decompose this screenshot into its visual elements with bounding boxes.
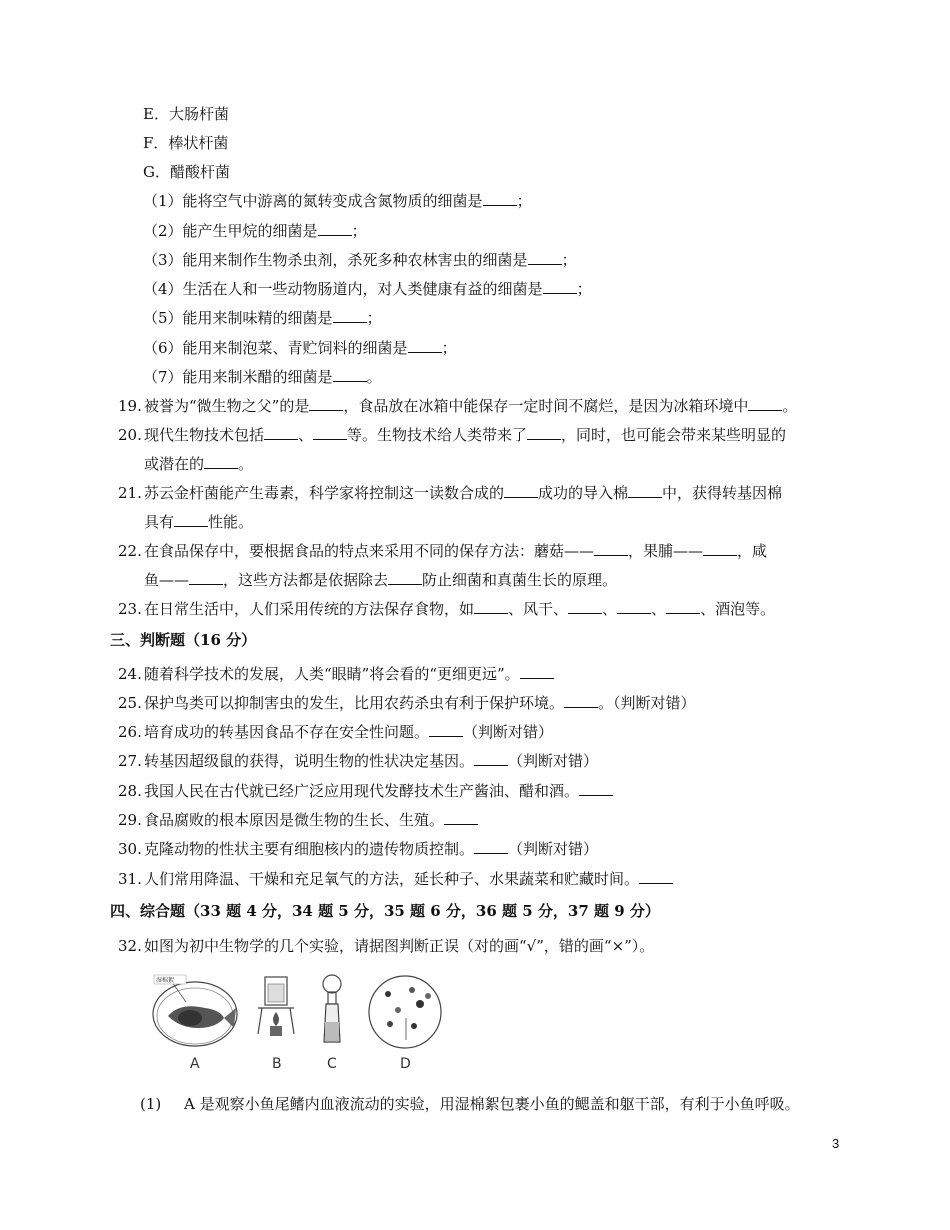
question-30: 30. 克隆动物的性状主要有细胞核内的遗传物质控制。 （判断对错） — [118, 840, 599, 858]
answer-blank[interactable] — [628, 483, 662, 498]
question-31: 31. 人们常用降温、干燥和充足氧气的方法，延长种子、水果蔬菜和贮藏时间。 — [118, 869, 673, 889]
page-number: 3 — [832, 1136, 840, 1151]
svg-text:湿棉絮: 湿棉絮 — [156, 977, 175, 984]
question-21-cont: 具有 性能。 — [144, 513, 254, 531]
question-25: 25. 保护鸟类可以抑制害虫的发生，比用农药杀虫有利于保护环境。 。（判断对错） — [118, 694, 696, 712]
option-e: E．大肠杆菌 — [143, 105, 229, 123]
answer-blank[interactable] — [527, 425, 561, 440]
question-22-cont: 鱼—— ，这些方法都是依据除去 防止细菌和真菌生长的原理。 — [144, 571, 618, 589]
answer-blank[interactable] — [748, 396, 782, 411]
answer-blank[interactable] — [520, 664, 554, 679]
figure-b-water-bath — [258, 977, 294, 1036]
answer-blank[interactable] — [309, 396, 343, 411]
answer-blank[interactable] — [204, 454, 238, 469]
answer-blank[interactable] — [483, 191, 517, 206]
answer-blank[interactable] — [564, 693, 598, 708]
answer-blank[interactable] — [388, 570, 422, 585]
question-20-cont: 或潜在的 。 — [144, 455, 254, 473]
answer-blank[interactable] — [333, 308, 367, 323]
question-29: 29. 食品腐败的根本原因是微生物的生长、生殖。 — [118, 810, 478, 830]
q18-sub-2: （2）能产生甲烷的细菌是 ； — [143, 222, 367, 240]
answer-blank[interactable] — [264, 425, 298, 440]
answer-blank[interactable] — [189, 570, 223, 585]
figure-label-c: C — [327, 1056, 337, 1072]
answer-blank[interactable] — [474, 839, 508, 854]
question-32-sub-1: (1) A 是观察小鱼尾鳍内血液流动的实验，用湿棉絮包裹小鱼的鳃盖和躯干部，有利于小鱼呼吸。 — [140, 1095, 800, 1113]
q18-sub-6: （6）能用来制泡菜、青贮饲料的细菌是 ； — [143, 339, 457, 357]
option-g: G．醋酸杆菌 — [143, 163, 230, 181]
question-20: 20. 现代生物技术包括 、 等。生物技术给人类带来了 ，同时，也可能会带来某些明显的 — [118, 426, 787, 444]
answer-blank[interactable] — [568, 599, 602, 614]
section-heading-judge: 三、判断题（16 分） — [110, 631, 257, 649]
figure-label-d: D — [400, 1056, 411, 1072]
q18-sub-7: （7）能用来制米醋的细菌是 。 — [143, 368, 382, 386]
experiment-figure — [150, 972, 460, 1074]
figure-label-b: B — [272, 1056, 282, 1072]
answer-blank[interactable] — [474, 751, 508, 766]
answer-blank[interactable] — [504, 483, 538, 498]
answer-blank[interactable] — [579, 781, 613, 796]
question-23: 23. 在日常生活中，人们采用传统的方法保存食物，如 、风干、 、 、 、酒泡等。 — [118, 600, 776, 618]
answer-blank[interactable] — [666, 599, 700, 614]
q18-sub-4: （4）生活在人和一些动物肠道内，对人类健康有益的细菌是 ； — [143, 280, 592, 298]
q18-sub-5: （5）能用来制味精的细菌是 ； — [143, 309, 382, 327]
answer-blank[interactable] — [639, 869, 673, 884]
figure-c-flask — [323, 975, 341, 1042]
answer-blank[interactable] — [474, 599, 508, 614]
question-19: 19. 被誉为“微生物之父”的是 ，食品放在冰箱中能保存一定时间不腐烂，是因为冰箱环境中 。 — [118, 397, 798, 415]
answer-blank[interactable] — [429, 722, 463, 737]
answer-blank[interactable] — [617, 599, 651, 614]
answer-blank[interactable] — [444, 810, 478, 825]
question-22: 22. 在食品保存中，要根据食品的特点来采用不同的保存方法：蘑菇—— ，果脯—— ，咸 — [118, 542, 768, 560]
answer-blank[interactable] — [528, 250, 562, 265]
section-heading-comprehensive: 四、综合题（33 题 4 分，34 题 5 分，35 题 6 分，36 题 5 分，37 题 9 分） — [110, 902, 660, 920]
answer-blank[interactable] — [703, 541, 737, 556]
question-32: 32. 如图为初中生物学的几个实验，请据图判断正误（对的画“√”，错的画“×”）。 — [118, 937, 655, 955]
question-28: 28. 我国人民在古代就已经广泛应用现代发酵技术生产酱油、醋和酒。 — [118, 781, 613, 801]
question-21: 21. 苏云金杆菌能产生毒素，科学家将控制这一读数合成的 成功的导入棉 中，获得转基因棉 — [118, 484, 783, 502]
answer-blank[interactable] — [333, 367, 367, 382]
answer-blank[interactable] — [408, 338, 442, 353]
answer-blank[interactable] — [174, 512, 208, 527]
answer-blank[interactable] — [318, 221, 352, 236]
option-f: F．棒状杆菌 — [143, 134, 229, 152]
q18-sub-3: （3）能用来制作生物杀虫剂，杀死多种农林害虫的细菌是 ； — [143, 251, 577, 269]
question-26: 26. 培育成功的转基因食品不存在安全性问题。 （判断对错） — [118, 723, 554, 741]
q18-sub-1: （1）能将空气中游离的氮转变成含氮物质的细菌是 ； — [143, 192, 532, 210]
answer-blank[interactable] — [313, 425, 347, 440]
answer-blank[interactable] — [543, 279, 577, 294]
figure-label-a: A — [190, 1056, 200, 1072]
figure-d-microscope-view — [369, 976, 441, 1048]
figure-a-fish-dish — [153, 975, 237, 1046]
answer-blank[interactable] — [594, 541, 628, 556]
question-27: 27. 转基因超级鼠的获得，说明生物的性状决定基因。 （判断对错） — [118, 752, 599, 770]
question-24: 24. 随着科学技术的发展，人类“眼睛”将会看的“更细更远”。 — [118, 664, 554, 684]
